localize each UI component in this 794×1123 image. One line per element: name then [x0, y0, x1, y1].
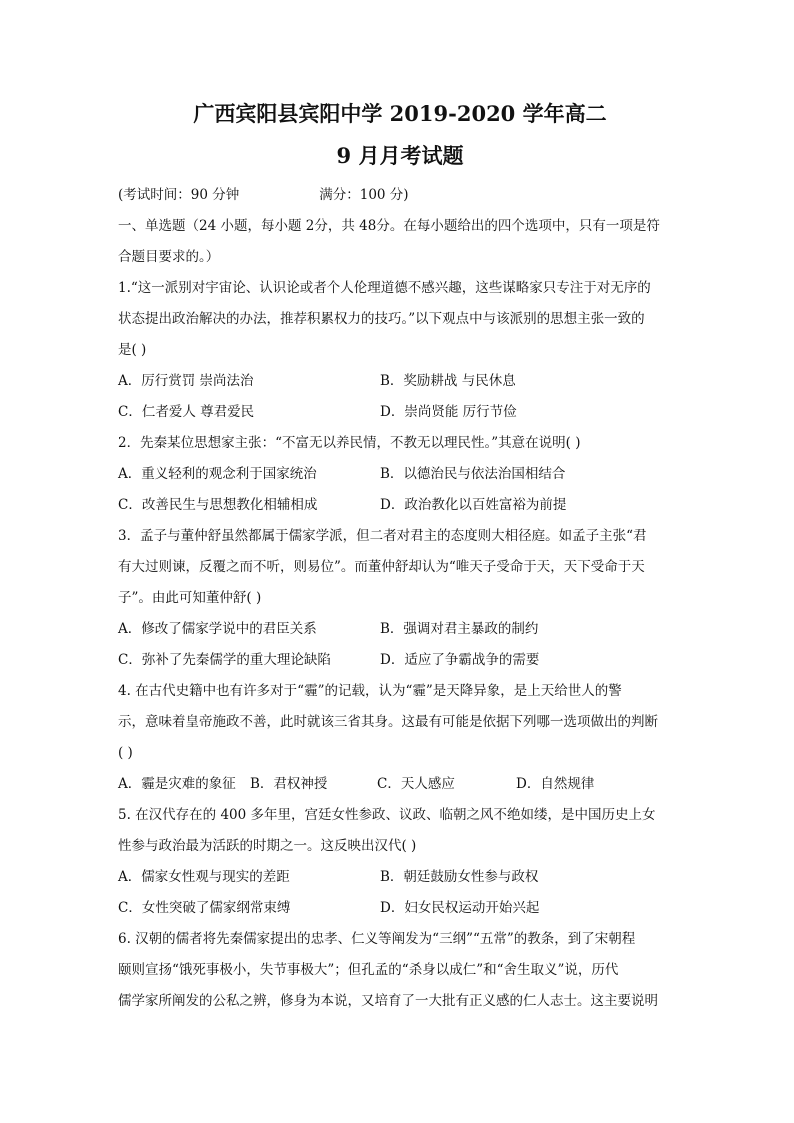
- option-c: C．弥补了先秦儒学的重大理论缺陷: [118, 652, 331, 668]
- option-a: A．儒家女性观与现实的差距: [118, 869, 290, 885]
- question-text: 性参与政治最为活跃的时期之一。这反映出汉代( ): [118, 838, 417, 854]
- question-1: [118, 273, 682, 428]
- question-text: 示，意味着皇帝施政不善，此时就该三省其身。这最有可能是依据下列哪一选项做出的判断: [118, 714, 658, 730]
- option-a: A．重义轻利的观念利于国家统治: [118, 466, 317, 482]
- option-d: D．自然规律: [516, 776, 595, 792]
- option-d: D．政治教化以百姓富裕为前提: [380, 497, 567, 513]
- options-row: [118, 614, 682, 645]
- section-heading: 一、单选题（24 小题，每小题 2分，共 48分。在每小题给出的四个选项中，只有一项是符: [118, 218, 660, 234]
- option-c: C．改善民生与思想教化相辅相成: [118, 497, 318, 513]
- question-2: [118, 428, 682, 521]
- question-text: 子”。由此可知董仲舒( ): [118, 590, 262, 606]
- option-d: D．妇女民权运动开始兴起: [380, 900, 540, 916]
- question-text: 是( ): [118, 342, 147, 358]
- option-b: B．君权神授: [250, 776, 328, 792]
- options-row: [118, 862, 682, 893]
- option-d: D．崇尚贤能 厉行节俭: [380, 404, 517, 420]
- option-c: C．仁者爱人 尊君爱民: [118, 404, 255, 420]
- question-text: 3．孟子与董仲舒虽然都属于儒家学派，但二者对君主的态度则大相径庭。如孟子主张“君: [118, 528, 647, 544]
- options-row: [118, 645, 682, 676]
- options-row: [118, 366, 682, 397]
- exam-page: [118, 100, 682, 1017]
- option-d: D．适应了争霸战争的需要: [380, 652, 540, 668]
- option-c: C．天人感应: [377, 776, 455, 792]
- options-row: [118, 769, 682, 800]
- options-row: [118, 397, 682, 428]
- option-a: A．霾是灾难的象征: [118, 776, 236, 792]
- exam-time: (考试时间：90 分钟: [118, 187, 240, 203]
- exam-meta: [118, 180, 682, 211]
- question-text: ( ): [118, 745, 133, 761]
- question-text: 状态提出政治解决的办法，推荐积累权力的技巧。”以下观点中与该派别的思想主张一致的: [118, 311, 645, 327]
- options-row: [118, 459, 682, 490]
- question-text: 1.“这一派别对宇宙论、认识论或者个人伦理道德不感兴趣，这些谋略家只专注于对无序的: [118, 280, 651, 296]
- question-text: 5. 在汉代存在的 400 多年里，宫廷女性参政、议政、临朝之风不绝如缕，是中国历史上女: [118, 807, 656, 823]
- options-row: [118, 893, 682, 924]
- option-c: C．女性突破了儒家纲常束缚: [118, 900, 291, 916]
- question-3: [118, 521, 682, 676]
- question-text: 有大过则谏，反覆之而不听，则易位”。而董仲舒却认为“唯天子受命于天，天下受命于天: [118, 559, 645, 575]
- section-heading-cont: 合题目要求的。）: [118, 249, 220, 265]
- option-b: B．奖励耕战 与民休息: [380, 373, 516, 389]
- option-b: B．强调对君主暴政的制约: [380, 621, 539, 637]
- question-4: [118, 676, 682, 800]
- question-text: 2．先秦某位思想家主张：“不富无以养民情，不教无以理民性。”其意在说明( ): [118, 435, 581, 451]
- question-6: [118, 924, 682, 1017]
- question-text: 儒学家所阐发的公私之辨，修身为本说，又培育了一大批有正义感的仁人志士。这主要说明: [118, 993, 658, 1009]
- question-text: 6. 汉朝的儒者将先秦儒家提出的忠孝、仁义等阐发为“三纲”“五常”的教条，到了宋朝程: [118, 931, 636, 947]
- option-b: B．以德治民与依法治国相结合: [380, 466, 566, 482]
- option-a: A．厉行赏罚 崇尚法治: [118, 373, 254, 389]
- exam-title-line1: 广西宾阳县宾阳中学 2019-2020 学年高二: [193, 101, 607, 126]
- question-text: 颐则宣扬“饿死事极小，失节事极大”；但孔孟的“杀身以成仁”和“舍生取义”说，历代: [118, 962, 619, 978]
- question-5: [118, 800, 682, 924]
- option-a: A．修改了儒家学说中的君臣关系: [118, 621, 317, 637]
- options-row: [118, 490, 682, 521]
- exam-title-line2: 9 月月考试题: [336, 143, 464, 168]
- option-b: B．朝廷鼓励女性参与政权: [380, 869, 539, 885]
- question-text: 4. 在古代史籍中也有许多对于“霾”的记载，认为“霾”是天降异象，是上天给世人的警: [118, 683, 622, 699]
- full-score: 满分：100 分): [319, 187, 409, 203]
